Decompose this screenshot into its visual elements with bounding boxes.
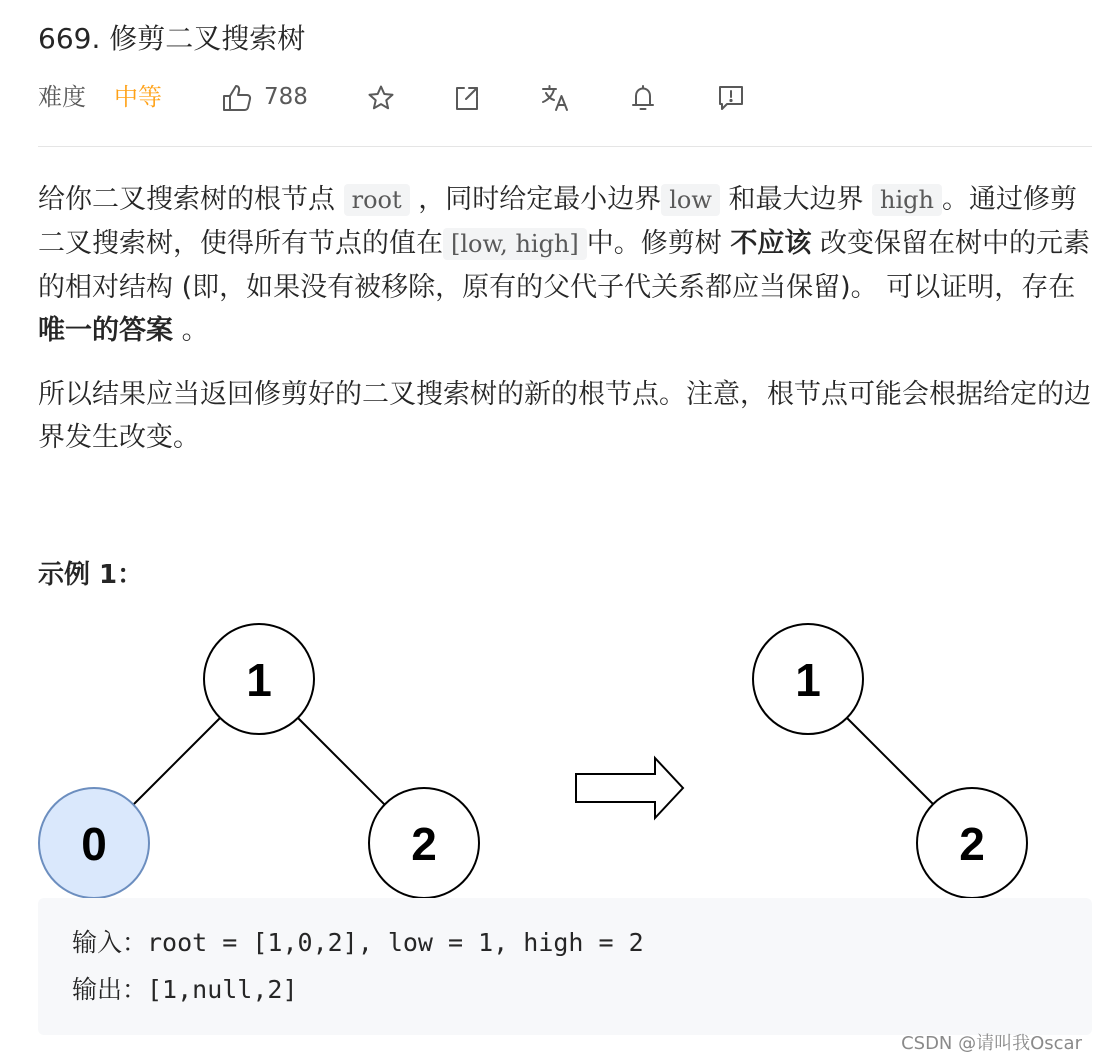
translate-icon — [541, 84, 571, 112]
desc-text: 改变保留在树中的元素的相对结构 (即，如果没有被移除，原有的父代子代关系都应当保留)。 可以证明，存在 — [38, 228, 1090, 303]
tree-node-label: 2 — [411, 818, 437, 870]
bell-icon — [629, 84, 657, 112]
tree-node-label: 2 — [959, 818, 985, 870]
problem-meta-toolbar — [38, 78, 798, 116]
difficulty-label: 难度 — [38, 83, 86, 111]
problem-description-note: 所以结果应当返回修剪好的二叉搜索树的新的根节点。注意，根节点可能会根据给定的边界发生改变。 — [38, 379, 1091, 453]
feedback-button[interactable] — [716, 78, 746, 116]
example-io-block — [38, 898, 1092, 1035]
desc-text: ，同时给定最小边界 — [409, 184, 662, 215]
tree-node-label: 1 — [795, 654, 821, 706]
problem-title: 669. 修剪二叉搜索树 — [38, 22, 306, 55]
like-count: 788 — [264, 84, 308, 110]
desc-text: 给你二叉搜索树的根节点 — [38, 184, 344, 215]
inline-code-root: root — [344, 184, 410, 216]
desc-text: 。 — [173, 315, 209, 346]
difficulty-badge: 中等 — [114, 83, 162, 111]
example-output: 输出：[1,null,2] — [72, 975, 298, 1004]
star-icon — [367, 84, 395, 112]
desc-text: 和最大边界 — [719, 184, 873, 215]
emphasis-text: 不应该 — [730, 228, 812, 259]
tree-edge — [132, 718, 220, 806]
favorite-button[interactable] — [366, 78, 396, 116]
emphasis-text: 唯一的答案 — [38, 315, 173, 346]
feedback-icon — [717, 84, 745, 112]
tree-edge — [847, 718, 935, 806]
thumbs-up-icon — [222, 84, 252, 112]
share-icon — [453, 84, 481, 112]
right-arrow-icon — [576, 758, 683, 818]
example-title: 示例 1： — [38, 560, 144, 590]
tree-node-label: 1 — [246, 654, 272, 706]
header-divider — [38, 146, 1092, 147]
inline-code-high: high — [872, 184, 942, 216]
inline-code-range: [low, high] — [443, 228, 587, 260]
problem-description — [38, 178, 1094, 352]
translate-button[interactable] — [540, 78, 570, 116]
desc-text: 。通过修剪二叉搜索树，使得所有节点的值在 — [38, 184, 1077, 259]
example-tree-diagram — [0, 610, 1098, 900]
subscribe-button[interactable] — [628, 78, 658, 116]
inline-code-low: low — [661, 184, 720, 216]
watermark: CSDN @请叫我Oscar — [901, 1033, 1082, 1054]
tree-edge — [298, 718, 386, 806]
tree-node-label: 0 — [81, 818, 107, 870]
desc-text: 中。修剪树 — [586, 228, 731, 259]
example-input: 输入：root = [1,0,2], low = 1, high = 2 — [72, 928, 644, 957]
share-button[interactable] — [452, 78, 482, 116]
